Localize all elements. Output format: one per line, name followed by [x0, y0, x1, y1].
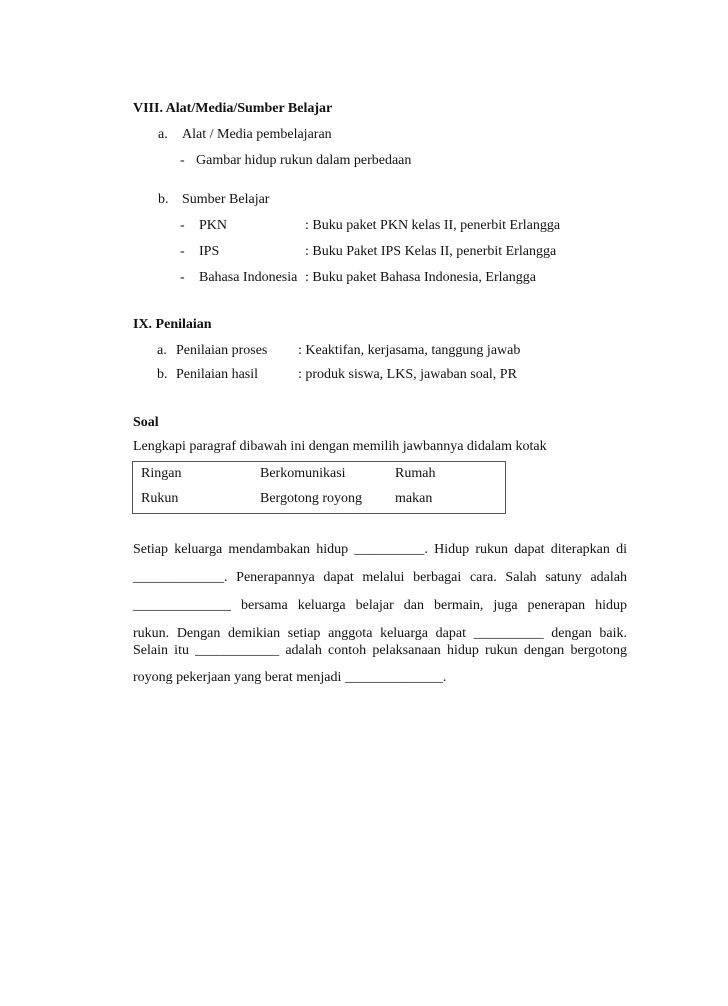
paragraph-line: Setiap keluarga mendambakan hidup __________. Hidup rukun dapat diterapkan di — [133, 542, 627, 557]
paragraph-line: royong pekerjaan yang berat menjadi ______________. — [133, 670, 447, 685]
paragraph-line: _____________. Penerapannya dapat melalui berbagai cara. Salah satuny adalah — [133, 570, 627, 585]
soal-heading: Soal — [133, 415, 159, 430]
answer-word-box — [132, 461, 506, 514]
source-subject: PKN — [199, 218, 228, 233]
dash-marker: - — [180, 153, 185, 168]
source-detail: : Buku paket PKN kelas II, penerbit Erlangga — [305, 218, 561, 233]
sources-label: Sumber Belajar — [182, 192, 270, 207]
paragraph-line: Selain itu ____________ adalah contoh pelaksanaan hidup rukun dengan bergotong — [133, 643, 627, 658]
assessment-value: : Keaktifan, kerjasama, tanggung jawab — [298, 343, 521, 358]
assessment-value: : produk siswa, LKS, jawaban soal, PR — [298, 367, 517, 382]
word-option: makan — [395, 491, 433, 506]
section-8-heading: VIII. Alat/Media/Sumber Belajar — [133, 101, 333, 116]
list-marker: b. — [157, 367, 168, 382]
list-marker: b. — [158, 192, 169, 207]
media-label: Alat / Media pembelajaran — [182, 127, 332, 142]
source-subject: Bahasa Indonesia — [199, 270, 298, 285]
dash-marker: - — [180, 218, 185, 233]
source-detail: : Buku paket Bahasa Indonesia, Erlangga — [305, 270, 536, 285]
dash-marker: - — [180, 244, 185, 259]
dash-marker: - — [180, 270, 185, 285]
paragraph-line: rukun. Dengan demikian setiap anggota keluarga dapat __________ dengan baik. — [133, 626, 627, 641]
word-option: Berkomunikasi — [260, 466, 346, 481]
list-marker: a. — [157, 343, 167, 358]
word-option: Ringan — [141, 466, 182, 481]
assessment-label: Penilaian proses — [176, 343, 268, 358]
soal-instruction: Lengkapi paragraf dibawah ini dengan memilih jawbannya didalam kotak — [133, 439, 547, 454]
media-item: Gambar hidup rukun dalam perbedaan — [196, 153, 412, 168]
section-9-heading: IX. Penilaian — [133, 317, 212, 332]
word-option: Rukun — [141, 491, 179, 506]
source-detail: : Buku Paket IPS Kelas II, penerbit Erlangga — [305, 244, 557, 259]
paragraph-line: ______________ bersama keluarga belajar dan bermain, juga penerapan hidup — [133, 598, 627, 613]
list-marker: a. — [158, 127, 168, 142]
word-option: Rumah — [395, 466, 436, 481]
assessment-label: Penilaian hasil — [176, 367, 259, 382]
word-option: Bergotong royong — [260, 491, 363, 506]
source-subject: IPS — [199, 244, 220, 259]
